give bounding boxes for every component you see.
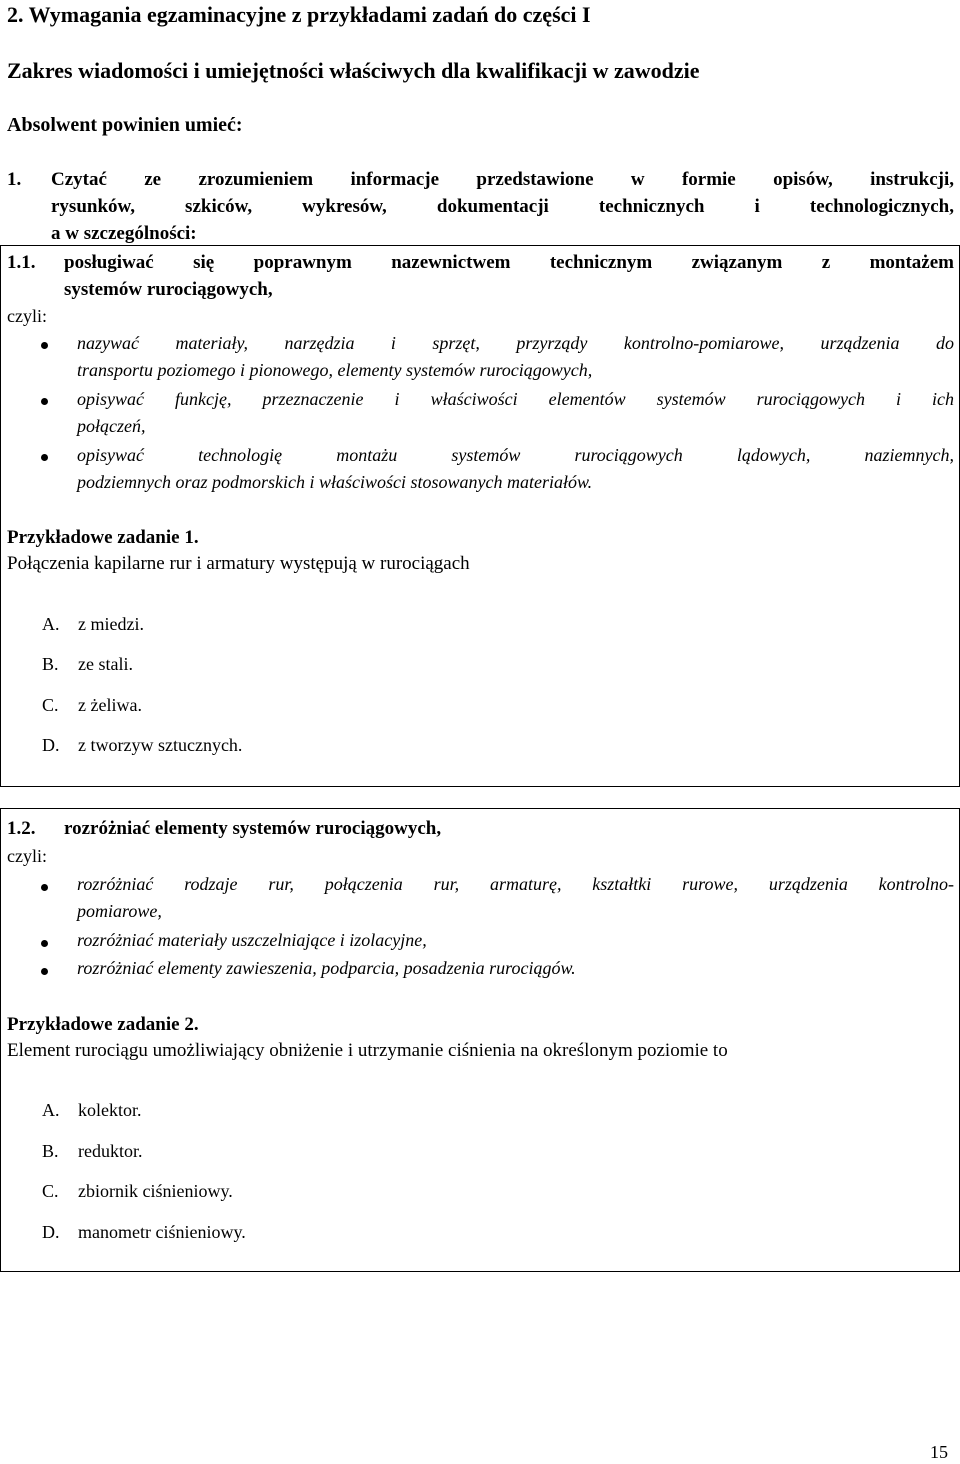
box2-title: rozróżniać elementy systemów rurociągowych, [64, 818, 442, 839]
option-text: z tworzyw sztucznych. [78, 735, 243, 755]
box1-bullet1-line1: nazywać materiały, narzędzia i sprzęt, przyrządy kontrolno-pomiarowe, urządzenia do [77, 333, 954, 353]
option-text: z miedzi. [78, 614, 144, 634]
option-letter: C. [42, 695, 59, 715]
option-letter: B. [42, 654, 59, 674]
box2-bullet3-line1: rozróżniać elementy zawieszenia, podparcia, posadzenia rurociągów. [77, 958, 576, 978]
box1-bullet3-line1: opisywać technologię montażu systemów rurociągowych lądowych, naziemnych, [77, 445, 954, 465]
box1-bullet2-line1: opisywać funkcję, przeznaczenie i właściwości elementów systemów rurociągowych i ich [77, 389, 954, 409]
item1-number: 1. [7, 169, 22, 190]
requirement-box-1 [0, 245, 960, 787]
option-letter: C. [42, 1181, 59, 1201]
section-title: 2. Wymagania egzaminacyjne z przykładami zadań do części I [7, 2, 591, 27]
bullet-icon [41, 884, 48, 891]
option-letter: A. [42, 614, 60, 634]
bullet-icon [41, 342, 48, 349]
item1-line3: a w szczególności: [51, 223, 197, 244]
item1-line2: rysunków, szkiców, wykresów, dokumentacji technicznych i technologicznych, [51, 196, 954, 217]
bullet-icon [41, 968, 48, 975]
option-text: manometr ciśnieniowy. [78, 1222, 246, 1242]
option-text: reduktor. [78, 1141, 143, 1161]
item1-line1: Czytać ze zrozumieniem informacje przedstawione w formie opisów, instrukcji, [51, 169, 954, 190]
box1-czyli: czyli: [7, 306, 47, 326]
scope-title: Zakres wiadomości i umiejętności właściwych dla kwalifikacji w zawodzie [7, 58, 700, 83]
box2-bullet2-line1: rozróżniać materiały uszczelniające i izolacyjne, [77, 930, 427, 950]
page-number: 15 [930, 1442, 948, 1462]
box2-bullet1-line1: rozróżniać rodzaje rur, połączenia rur, armaturę, kształtki rurowe, urządzenia kontrolno- [77, 874, 954, 894]
option-letter: B. [42, 1141, 59, 1161]
bullet-icon [41, 398, 48, 405]
box1-number: 1.1. [7, 252, 36, 273]
option-text: kolektor. [78, 1100, 142, 1120]
option-text: z żeliwa. [78, 695, 142, 715]
option-text: ze stali. [78, 654, 133, 674]
box1-bullet3-line2: podziemnych oraz podmorskich i właściwości stosowanych materiałów. [77, 472, 593, 492]
box2-question: Element rurociągu umożliwiający obniżenie i utrzymanie ciśnienia na określonym poziomie to [7, 1040, 728, 1061]
box1-bullet2-line2: połączeń, [77, 416, 146, 436]
option-letter: A. [42, 1100, 60, 1120]
box2-czyli: czyli: [7, 846, 47, 866]
box2-bullet1-line2: pomiarowe, [77, 901, 162, 921]
option-letter: D. [42, 1222, 60, 1242]
box1-title-line2: systemów rurociągowych, [64, 279, 273, 300]
option-text: zbiornik ciśnieniowy. [78, 1181, 233, 1201]
bullet-icon [41, 454, 48, 461]
box1-bullet1-line2: transportu poziomego i pionowego, elementy systemów rurociągowych, [77, 360, 593, 380]
option-letter: D. [42, 735, 60, 755]
box2-example-title: Przykładowe zadanie 2. [7, 1014, 199, 1035]
box1-title-line1: posługiwać się poprawnym nazewnictwem technicznym związanym z montażem [64, 252, 954, 273]
graduate-intro: Absolwent powinien umieć: [7, 114, 243, 136]
box2-number: 1.2. [7, 818, 36, 839]
bullet-icon [41, 940, 48, 947]
box1-question: Połączenia kapilarne rur i armatury występują w rurociągach [7, 553, 470, 574]
box1-example-title: Przykładowe zadanie 1. [7, 527, 199, 548]
